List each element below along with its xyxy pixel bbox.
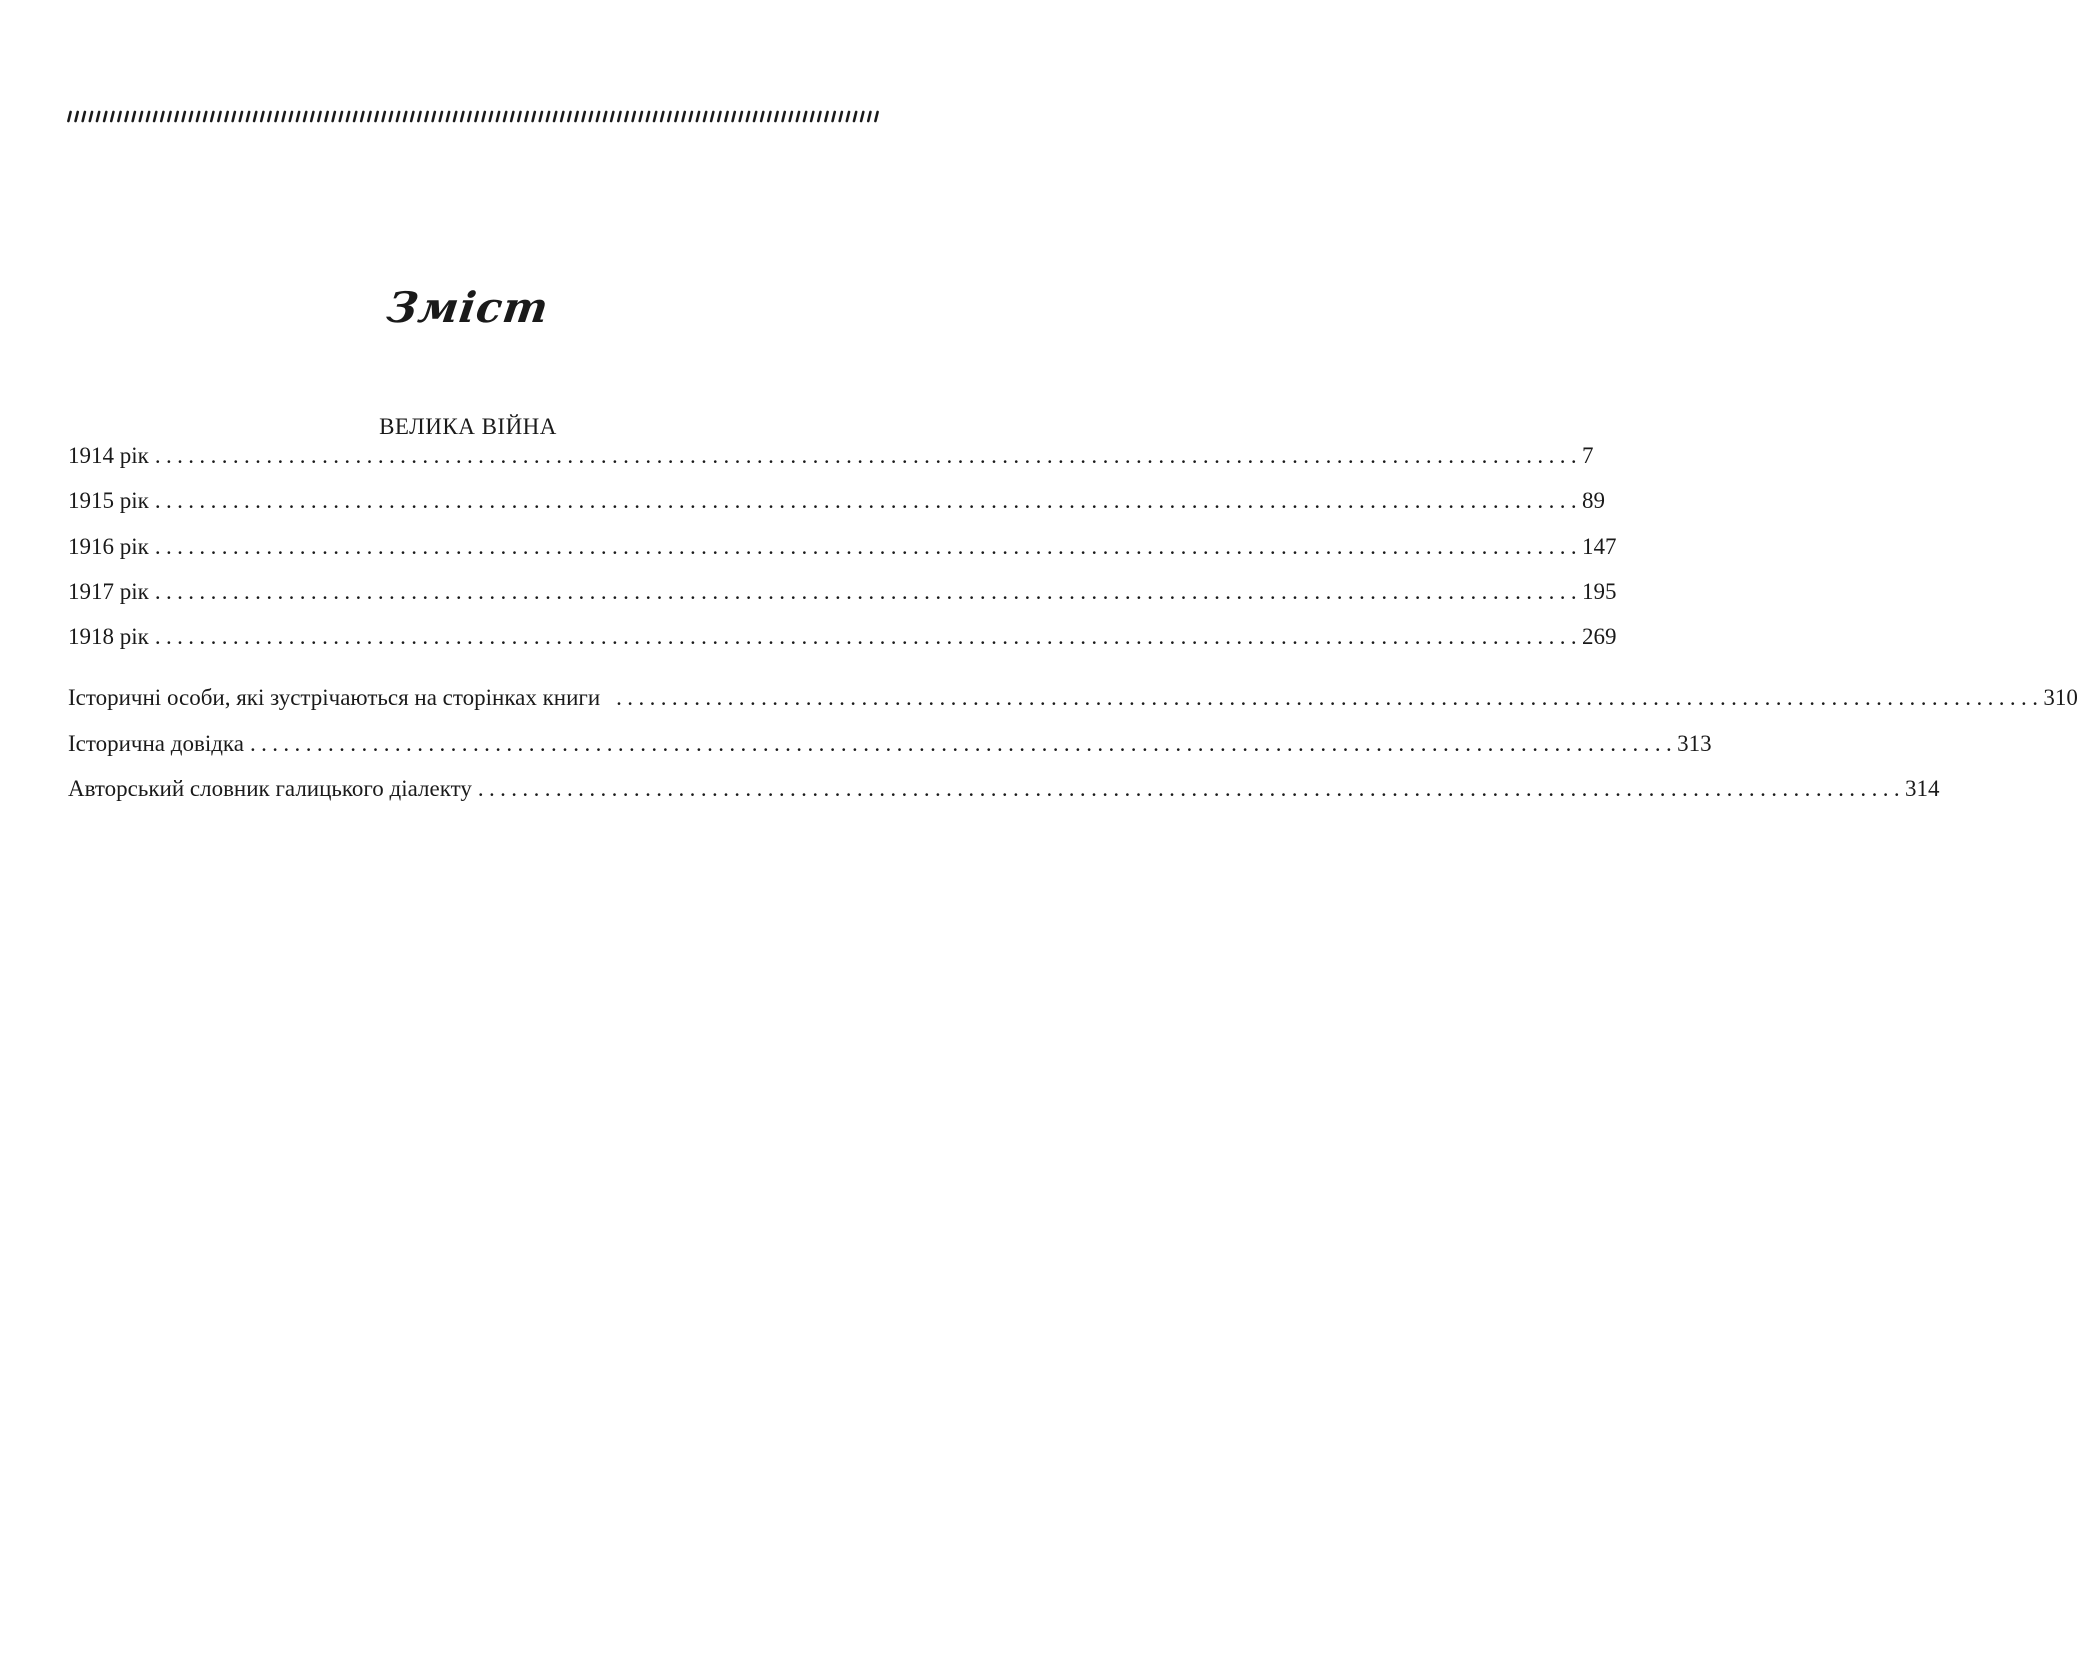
toc-page-number: 195 — [1582, 579, 1617, 604]
ornament-tick — [290, 112, 292, 121]
ornament-tick — [226, 112, 228, 121]
ornament-tick — [775, 112, 777, 121]
dot-leader: ................................................................................................................................ — [616, 685, 2044, 710]
ornament-tick — [547, 112, 549, 121]
ornament-tick — [847, 112, 849, 121]
toc-page-number: 314 — [1905, 776, 1940, 801]
ornament-tick — [661, 112, 663, 121]
ornament-tick — [754, 112, 756, 121]
ornament-tick — [718, 112, 720, 121]
toc-page-number: 269 — [1582, 624, 1617, 649]
ornament-tick — [575, 112, 577, 121]
ornament-tick — [697, 112, 699, 121]
ornament-tick — [133, 112, 135, 121]
toc-page-number: 7 — [1582, 443, 1594, 468]
toc-entry-label: 1916 рік — [68, 534, 149, 559]
ornament-tick — [783, 112, 785, 121]
dot-leader: ................................................................................................................................ — [154, 534, 1583, 559]
ornament-tick — [633, 112, 635, 121]
ornament-tick — [333, 112, 335, 121]
ornament-tick — [418, 112, 420, 121]
ornament-tick — [811, 112, 813, 121]
ornament-tick — [854, 112, 856, 121]
dot-leader: ................................................................................................................................ — [154, 579, 1583, 604]
ornament-tick — [568, 112, 570, 121]
ornament-tick — [76, 112, 78, 121]
toc-entry-dialect-dictionary[interactable] — [68, 774, 1940, 804]
dot-leader: ................................................................................................................................ — [154, 443, 1583, 468]
toc-entry-1917[interactable] — [68, 577, 1617, 607]
ornament-tick — [354, 112, 356, 121]
toc-entry-label: Авторський словник галицького діалекту — [68, 776, 472, 801]
ornament-tick — [404, 112, 406, 121]
section-heading: ВЕЛИКА ВІЙНА — [379, 414, 557, 439]
ornament-tick — [683, 112, 685, 121]
ornament-tick — [90, 112, 92, 121]
decorative-dotted-rule — [66, 108, 880, 126]
ornament-tick — [597, 112, 599, 121]
toc-entry-label: 1918 рік — [68, 624, 149, 649]
toc-page-number: 89 — [1582, 488, 1606, 513]
ornament-tick — [140, 112, 142, 121]
ornament-tick — [625, 112, 627, 121]
toc-entry-label: 1917 рік — [68, 579, 149, 604]
ornament-tick — [111, 112, 113, 121]
ornament-tick — [590, 112, 592, 121]
ornament-tick — [318, 112, 320, 121]
ornament-tick — [504, 112, 506, 121]
ornament-tick — [261, 112, 263, 121]
ornament-tick — [604, 112, 606, 121]
ornament-tick — [168, 112, 170, 121]
toc-entry-1916[interactable] — [68, 532, 1617, 562]
ornament-tick — [868, 112, 870, 121]
ornament-tick — [397, 112, 399, 121]
toc-page-number: 310 — [2043, 685, 2078, 710]
ornament-tick — [304, 112, 306, 121]
ornament-tick — [104, 112, 106, 121]
ornament-tick — [640, 112, 642, 121]
ornament-tick — [118, 112, 120, 121]
ornament-tick — [176, 112, 178, 121]
ornament-tick — [818, 112, 820, 121]
ornament-tick — [97, 112, 99, 121]
ornament-tick — [254, 112, 256, 121]
ornament-tick — [347, 112, 349, 121]
ornament-tick — [711, 112, 713, 121]
ornament-tick — [83, 112, 85, 121]
ornament-tick — [390, 112, 392, 121]
ornament-tick — [447, 112, 449, 121]
ornament-tick — [497, 112, 499, 121]
ornament-tick — [233, 112, 235, 121]
ornament-tick — [218, 112, 220, 121]
ornament-tick — [475, 112, 477, 121]
ornament-tick — [411, 112, 413, 121]
dot-leader: ................................................................................................................................ — [249, 731, 1678, 756]
ornament-tick — [797, 112, 799, 121]
ornament-tick — [761, 112, 763, 121]
dot-leader: ................................................................................................................................ — [154, 624, 1583, 649]
ornament-tick — [311, 112, 313, 121]
ornament-tick — [454, 112, 456, 121]
dot-leader: ................................................................................................................................ — [477, 776, 1906, 801]
ornament-tick — [154, 112, 156, 121]
ornament-tick — [618, 112, 620, 121]
ornament-tick — [611, 112, 613, 121]
ornament-tick — [490, 112, 492, 121]
ornament-tick — [340, 112, 342, 121]
page-title: Зміст — [383, 283, 553, 332]
toc-entry-label: 1914 рік — [68, 443, 149, 468]
ornament-tick — [204, 112, 206, 121]
ornament-tick — [733, 112, 735, 121]
ornament-tick — [725, 112, 727, 121]
dot-leader: ................................................................................................................................ — [154, 488, 1583, 513]
ornament-tick — [840, 112, 842, 121]
ornament-tick — [297, 112, 299, 121]
toc-entry-historical-reference[interactable] — [68, 729, 1712, 759]
ornament-tick — [833, 112, 835, 121]
ornament-tick — [704, 112, 706, 121]
ornament-tick — [647, 112, 649, 121]
ornament-tick — [425, 112, 427, 121]
ornament-tick — [747, 112, 749, 121]
ornament-tick — [383, 112, 385, 121]
ornament-tick — [211, 112, 213, 121]
toc-page-number: 147 — [1582, 534, 1617, 559]
ornament-tick — [675, 112, 677, 121]
toc-entry-1914[interactable] — [68, 441, 1594, 471]
ornament-tick — [825, 112, 827, 121]
ornament-tick — [533, 112, 535, 121]
ornament-tick — [183, 112, 185, 121]
ornament-tick — [861, 112, 863, 121]
ornament-tick — [361, 112, 363, 121]
ornament-tick — [518, 112, 520, 121]
ornament-tick — [561, 112, 563, 121]
ornament-tick — [540, 112, 542, 121]
ornament-tick — [875, 112, 877, 121]
ornament-tick — [468, 112, 470, 121]
toc-entry-label: Історичні особи, які зустрічаються на сторінках книги — [68, 685, 601, 710]
ornament-tick — [433, 112, 435, 121]
ornament-tick — [511, 112, 513, 121]
ornament-tick — [126, 112, 128, 121]
ornament-tick — [554, 112, 556, 121]
ornament-tick — [690, 112, 692, 121]
ornament-tick — [268, 112, 270, 121]
ornament-tick — [768, 112, 770, 121]
ornament-tick — [804, 112, 806, 121]
toc-page-number: 313 — [1677, 731, 1712, 756]
toc-entry-historical-persons[interactable] — [68, 683, 2078, 713]
ornament-tick — [190, 112, 192, 121]
ornament-tick — [240, 112, 242, 121]
ornament-tick — [147, 112, 149, 121]
ornament-tick — [483, 112, 485, 121]
ornament-tick — [276, 112, 278, 121]
ornament-tick — [368, 112, 370, 121]
ornament-tick — [197, 112, 199, 121]
ornament-tick — [525, 112, 527, 121]
toc-entry-1918[interactable] — [68, 622, 1617, 652]
ornament-tick — [161, 112, 163, 121]
ornament-tick — [740, 112, 742, 121]
ornament-tick — [461, 112, 463, 121]
ornament-tick — [68, 112, 70, 121]
toc-entry-label: 1915 рік — [68, 488, 149, 513]
ornament-tick — [668, 112, 670, 121]
ornament-tick — [440, 112, 442, 121]
toc-entry-label: Історична довідка — [68, 731, 244, 756]
ornament-tick — [790, 112, 792, 121]
ornament-tick — [283, 112, 285, 121]
ornament-tick — [247, 112, 249, 121]
toc-entry-1915[interactable] — [68, 486, 1606, 516]
ornament-tick — [654, 112, 656, 121]
ornament-tick — [375, 112, 377, 121]
dotted-rule-graphic — [66, 108, 880, 126]
ornament-tick — [583, 112, 585, 121]
ornament-tick — [325, 112, 327, 121]
